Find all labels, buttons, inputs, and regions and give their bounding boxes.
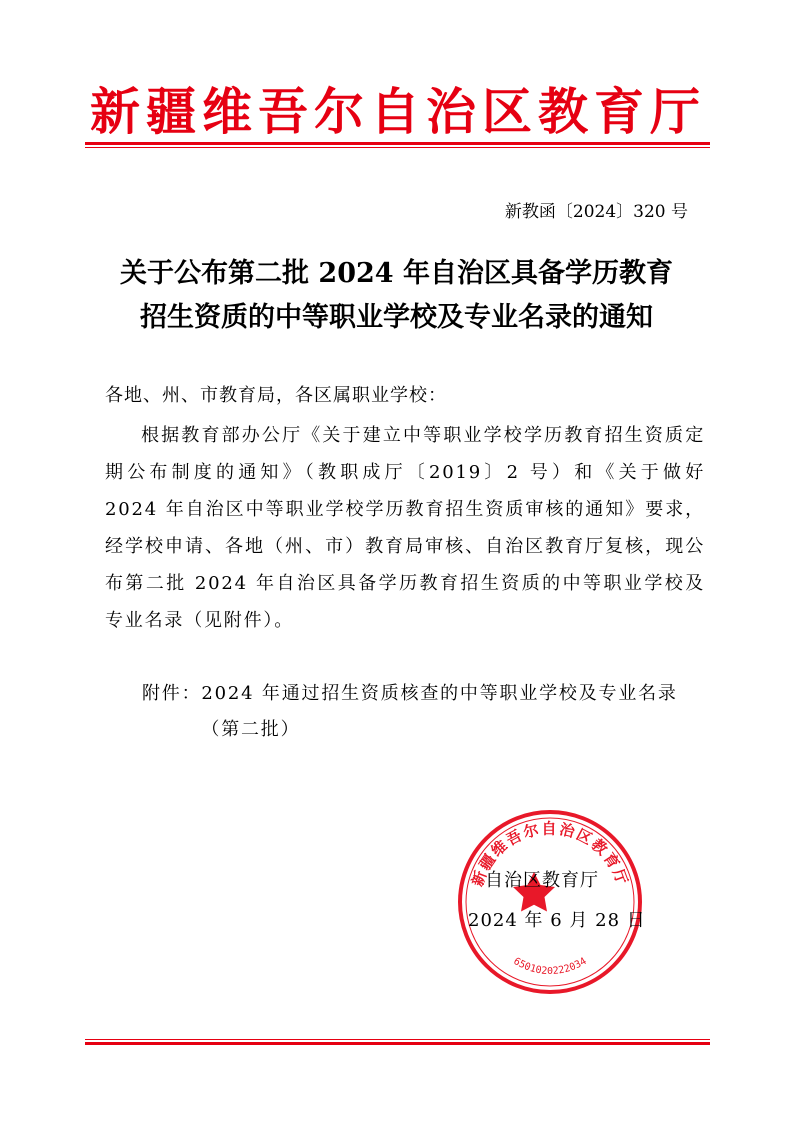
issue-date: 2024 年 6 月 28 日 — [468, 910, 646, 931]
header-red-rule-thin — [85, 147, 710, 148]
attachment-label: 附件： — [142, 683, 202, 704]
title-line-1: 关于公布第二批 2024 年自治区具备学历教育 — [120, 258, 673, 289]
footer-red-rule — [85, 1039, 710, 1040]
official-seal-stamp — [456, 808, 644, 996]
header-red-rule — [85, 142, 710, 145]
svg-text:6501020222034 — [511, 956, 588, 977]
masthead-organization: 新疆维吾尔自治区教育厅 — [90, 82, 706, 141]
attachment-note — [142, 676, 705, 748]
attachment-text: 2024 年通过招生资质核查的中等职业学校及专业名录（第二批） — [201, 683, 678, 740]
title-line-2: 招生资质的中等职业学校及专业名录的通知 — [140, 302, 653, 333]
seal-ring-text: 新疆维吾尔自治区教育厅 — [468, 819, 632, 889]
seal-code: 6501020222034 — [511, 955, 589, 978]
salutation: 各地、州、市教育局，各区属职业学校： — [105, 385, 447, 406]
document-number: 新教函〔2024〕320 号 — [504, 202, 688, 222]
body-paragraph: 根据教育部办公厅《关于建立中等职业学校学历教育招生资质定期公布制度的通知》（教职成厅〔2019〕2 号）和《关于做好 2024 年自治区中等职业学校学历教育招生资质审核的通知》要求，经学校申请、各地（州、市）教育局审核、自治区教育厅复核，现公布第二批 2024 年自治区具备学历教育招生资质的中等职业学校及专业名录（见附件）。 — [105, 425, 705, 631]
footer-red-rule-thick — [85, 1042, 710, 1045]
issuer-name: 自治区教育厅 — [485, 870, 599, 891]
document-title — [80, 252, 713, 340]
